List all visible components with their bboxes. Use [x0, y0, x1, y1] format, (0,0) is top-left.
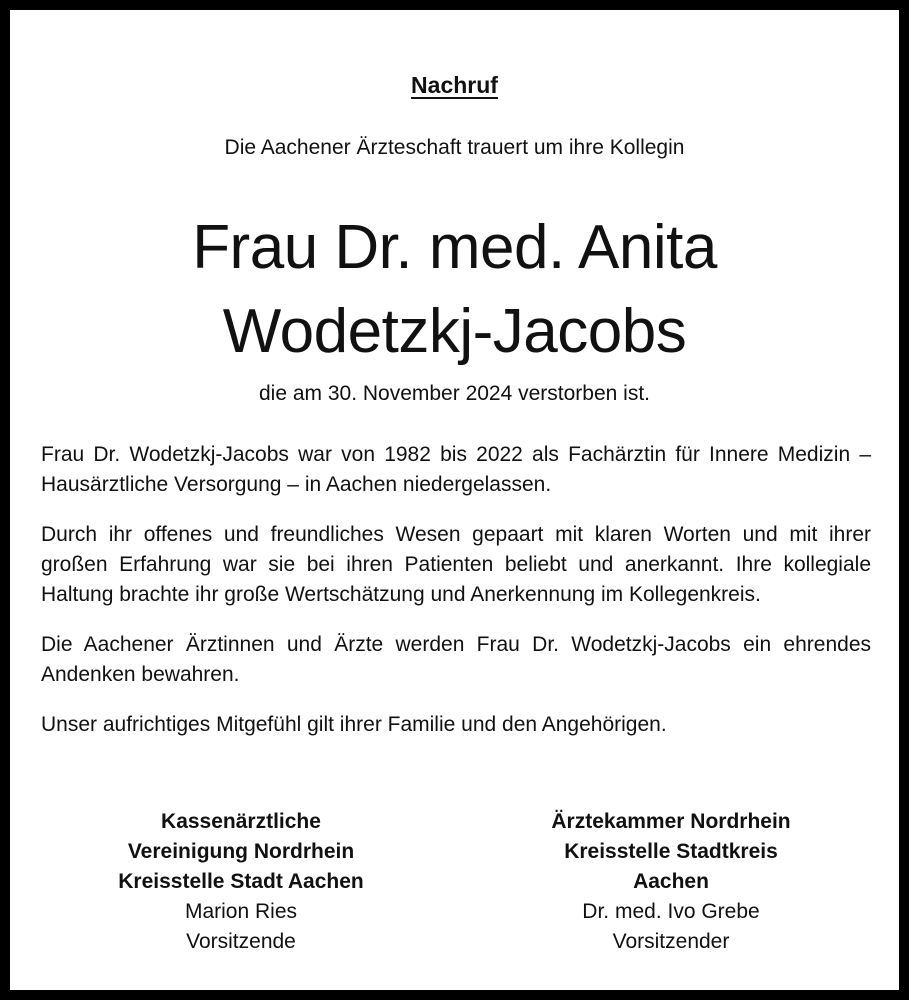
death-date-line: die am 30. November 2024 verstorben ist. — [258, 382, 651, 405]
signatory-person: Marion Ries — [184, 900, 298, 923]
body-paragraph: Frau Dr. Wodetzkj-Jacobs war von 1982 bis 2022 als Fachärztin für Innere Medizin – Hausärztliche Versorgung – in Aachen niedergelassen. — [41, 443, 871, 496]
signatory-kv-nordrhein — [41, 807, 441, 957]
signatory-aerztekammer-nordrhein — [471, 807, 871, 957]
signatory-org-line: Kreisstelle Stadt Aachen — [118, 870, 364, 893]
deceased-name — [10, 206, 899, 374]
signatory-org-line: Kreisstelle Stadtkreis — [564, 840, 778, 863]
signatory-org-line: Kassenärztliche — [161, 810, 321, 833]
notice-heading: Nachruf — [411, 72, 498, 98]
intro-line: Die Aachener Ärzteschaft trauert um ihre Kollegin — [224, 136, 685, 159]
body-paragraph: Die Aachener Ärztinnen und Ärzte werden Frau Dr. Wodetzkj-Jacobs ein ehrendes Andenken bewahren. — [41, 633, 871, 686]
notice-body — [41, 440, 871, 760]
deceased-name-line-1: Frau Dr. med. Anita — [192, 213, 717, 282]
signatory-person: Dr. med. Ivo Grebe — [582, 900, 760, 923]
signatory-org-line: Vereinigung Nordrhein — [127, 840, 355, 863]
body-paragraph: Unser aufrichtiges Mitgefühl gilt ihrer Familie und den Angehörigen. — [41, 713, 667, 736]
signatory-role: Vorsitzende — [186, 930, 296, 953]
signatures — [41, 807, 871, 957]
body-paragraph: Durch ihr offenes und freundliches Wesen gepaart mit klaren Worten und mit ihrer großen Erfahrung war sie bei ihren Patienten beliebt und anerkannt. Ihre kollegiale Haltung brachte ihr große Wertschätzung und Anerkennung im Kollegenkreis. — [41, 523, 871, 606]
deceased-name-line-2: Wodetzkj-Jacobs — [222, 297, 687, 366]
signatory-role: Vorsitzender — [612, 930, 730, 953]
signatory-org-line: Aachen — [633, 870, 709, 893]
signatory-org-line: Ärztekammer Nordrhein — [551, 810, 791, 833]
